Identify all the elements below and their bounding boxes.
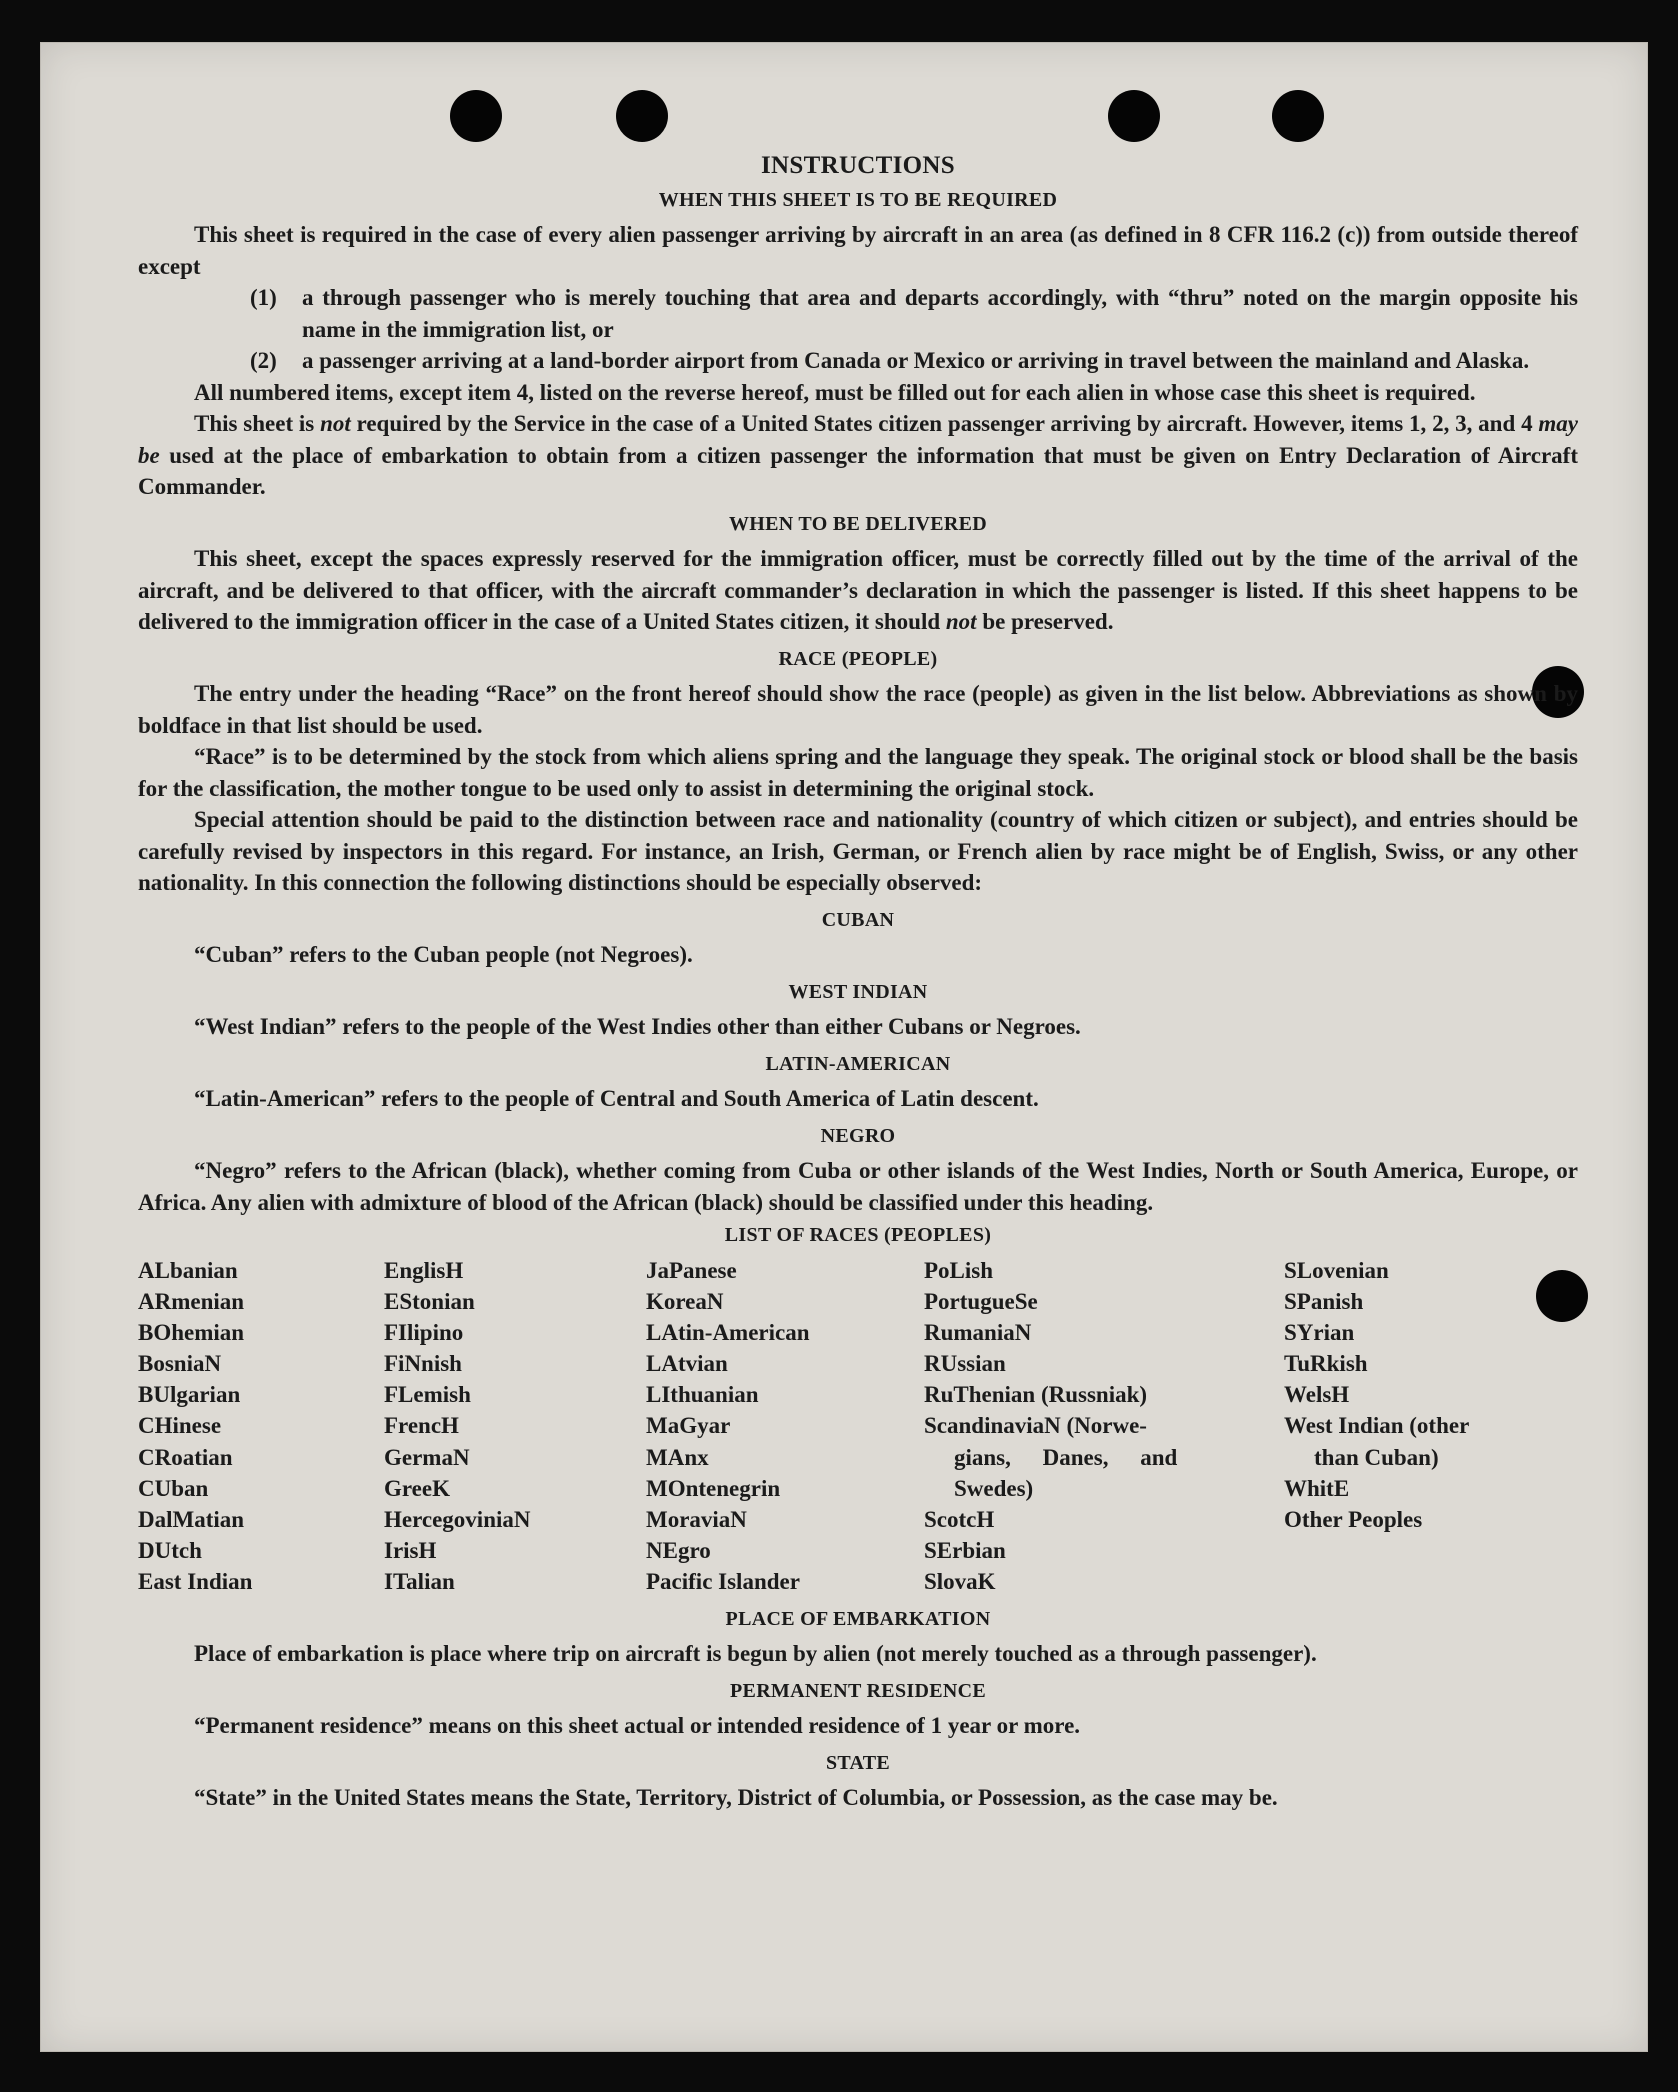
race-item: LIthuanian — [646, 1382, 759, 1408]
race-item: ScotcH — [924, 1507, 995, 1532]
paragraph: This sheet is required in the case of every alien passenger arriving by aircraft in an area (as defined in 8 CFR 116.2 (c)) from outside thereof except — [138, 222, 1578, 279]
punch-hole — [1272, 90, 1324, 142]
race-item: KoreaN — [646, 1288, 724, 1314]
heading-permanent-residence: PERMANENT RESIDENCE — [730, 1679, 986, 1702]
heading-race: RACE (PEOPLE) — [778, 647, 938, 670]
paragraph: “Permanent residence” means on this sheet actual or intended residence of 1 year or more. — [194, 1713, 1081, 1739]
race-item: EStonian — [384, 1288, 475, 1314]
race-item: BOhemian — [138, 1319, 245, 1345]
heading-embarkation: PLACE OF EMBARKATION — [725, 1607, 991, 1630]
race-item: ARmenian — [138, 1288, 245, 1314]
race-item: WelsH — [1284, 1382, 1350, 1408]
race-item: ScandinaviaN (Norwe- — [924, 1413, 1147, 1439]
race-item: DUtch — [138, 1538, 202, 1564]
list-item: (1) a through passenger who is merely touching that area and departs accordingly, with “thru” noted on the margin opposite his name in the immigration list, or — [250, 285, 1578, 342]
race-item: MaGyar — [646, 1413, 731, 1439]
race-item: SLovenian — [1284, 1257, 1389, 1283]
race-item: FLemish — [384, 1382, 471, 1408]
race-item: MoraviaN — [646, 1507, 747, 1532]
race-item: CHinese — [138, 1413, 222, 1439]
race-item: DalMatian — [138, 1507, 245, 1532]
heading-latin-american: LATIN-AMERICAN — [765, 1052, 951, 1075]
race-item: Pacific Islander — [646, 1569, 800, 1595]
race-column — [646, 1255, 924, 1598]
list-item: (2) a passenger arriving at a land-border airport from Canada or Mexico or arriving in travel between the mainland and Alaska. — [250, 348, 1530, 373]
race-item: gians, Danes, and — [954, 1444, 1178, 1470]
race-item: CUban — [138, 1475, 209, 1501]
heading-list-of-races: LIST OF RACES (PEOPLES) — [724, 1224, 992, 1246]
race-column — [924, 1255, 1284, 1598]
race-item: HercegoviniaN — [384, 1507, 531, 1532]
race-item: Swedes) — [954, 1475, 1034, 1501]
heading-required: WHEN THIS SHEET IS TO BE REQUIRED — [658, 188, 1058, 211]
paragraph: “Cuban” refers to the Cuban people (not Negroes). — [194, 942, 693, 967]
paragraph: “Latin-American” refers to the people of Central and South America of Latin descent. — [194, 1086, 1039, 1111]
race-item: FiNnish — [384, 1351, 462, 1377]
race-item: SlovaK — [924, 1569, 996, 1595]
race-item: GermaN — [384, 1444, 470, 1470]
paragraph: This sheet is not required by the Service in the case of a United States citizen passenger arriving by aircraft. However, items 1, 2, 3, and 4 may be used at the place of embarkation to obtain from a citizen passenger the information that must be given on Entry Declaration of Aircraft Commander. — [138, 411, 1578, 499]
race-item: RUssian — [924, 1351, 1006, 1377]
race-item: BUlgarian — [138, 1382, 241, 1408]
paragraph: “Negro” refers to the African (black), whether coming from Cuba or other islands of the West Indies, North or South America, Europe, or Africa. Any alien with admixture of blood of the African (black) should be classified under this heading. — [138, 1158, 1578, 1215]
heading-west-indian: WEST INDIAN — [788, 980, 928, 1003]
race-item: East Indian — [138, 1569, 253, 1595]
race-item: LAtvian — [646, 1351, 728, 1377]
heading-delivered: WHEN TO BE DELIVERED — [728, 512, 988, 535]
heading-state: STATE — [825, 1751, 891, 1774]
race-item: MOntenegrin — [646, 1475, 781, 1501]
race-item: PortugueSe — [924, 1288, 1038, 1314]
race-item: West Indian (other — [1284, 1413, 1470, 1439]
race-item: FIlipino — [384, 1319, 464, 1345]
paragraph: “Race” is to be determined by the stock from which aliens spring and the language they speak. The original stock or blood shall be the basis for the classification, the mother tongue to be used only to assist in determining the original stock. — [138, 744, 1578, 801]
race-item: LAtin-American — [646, 1319, 810, 1345]
instructions-text — [138, 150, 1578, 1814]
document-sheet — [40, 42, 1648, 2052]
punch-hole — [616, 90, 668, 142]
paragraph: Special attention should be paid to the distinction between race and nationality (country of which citizen or subject), and entries should be carefully revised by inspectors in this regard. For instance, an Irish, German, or French alien by race might be of English, Swiss, or any other nationality. In this connection the following distinctions should be especially observed: — [138, 807, 1578, 895]
race-item: BosniaN — [138, 1351, 222, 1377]
race-item: SErbian — [924, 1538, 1006, 1564]
heading-negro: NEGRO — [820, 1124, 896, 1147]
paragraph: “State” in the United States means the State, Territory, District of Columbia, or Possession, as the case may be. — [194, 1785, 1278, 1811]
race-item: than Cuban) — [1314, 1444, 1439, 1470]
race-item: SPanish — [1284, 1288, 1364, 1314]
punch-hole — [450, 90, 502, 142]
race-item: NEgro — [646, 1538, 711, 1564]
heading-cuban: CUBAN — [821, 908, 895, 931]
paragraph: Place of embarkation is place where trip on aircraft is begun by alien (not merely touched as a through passenger). — [194, 1641, 1317, 1667]
race-item: JaPanese — [646, 1257, 737, 1283]
race-item: FrencH — [384, 1413, 459, 1439]
race-item: RuThenian (Russniak) — [924, 1382, 1148, 1408]
paragraph: The entry under the heading “Race” on the front hereof should show the race (people) as given in the list below. Abbreviations as shown by boldface in that list should be used. — [138, 681, 1578, 738]
race-column — [1284, 1255, 1578, 1598]
paragraph: “West Indian” refers to the people of the West Indies other than either Cubans or Negroes. — [194, 1014, 1081, 1039]
race-item: ITalian — [384, 1569, 455, 1595]
race-item: PoLish — [924, 1257, 994, 1283]
race-item: EnglisH — [384, 1257, 464, 1283]
race-column — [138, 1255, 384, 1598]
punch-hole — [1108, 90, 1160, 142]
race-item: MAnx — [646, 1444, 709, 1470]
race-item: GreeK — [384, 1475, 450, 1501]
race-item: IrisH — [384, 1538, 437, 1564]
race-item: SYrian — [1284, 1319, 1355, 1345]
race-list — [138, 1255, 1578, 1598]
race-item: ALbanian — [138, 1257, 238, 1283]
race-item: WhitE — [1284, 1475, 1350, 1501]
race-item: CRoatian — [138, 1444, 233, 1470]
race-item: Other Peoples — [1284, 1507, 1423, 1532]
race-item: TuRkish — [1284, 1351, 1368, 1377]
paragraph: This sheet, except the spaces expressly reserved for the immigration officer, must be correctly filled out by the time of the arrival of the aircraft, and be delivered to that officer, with the aircraft commander’s declaration in which the passenger is listed. If this sheet happens to be delivered to the immigration officer in the case of a United States citizen, it should not be preserved. — [138, 546, 1578, 634]
race-column — [384, 1255, 646, 1598]
paragraph: All numbered items, except item 4, listed on the reverse hereof, must be filled out for each alien in whose case this sheet is required. — [194, 379, 1476, 405]
page-title: INSTRUCTIONS — [761, 152, 955, 179]
race-item: RumaniaN — [924, 1319, 1032, 1345]
